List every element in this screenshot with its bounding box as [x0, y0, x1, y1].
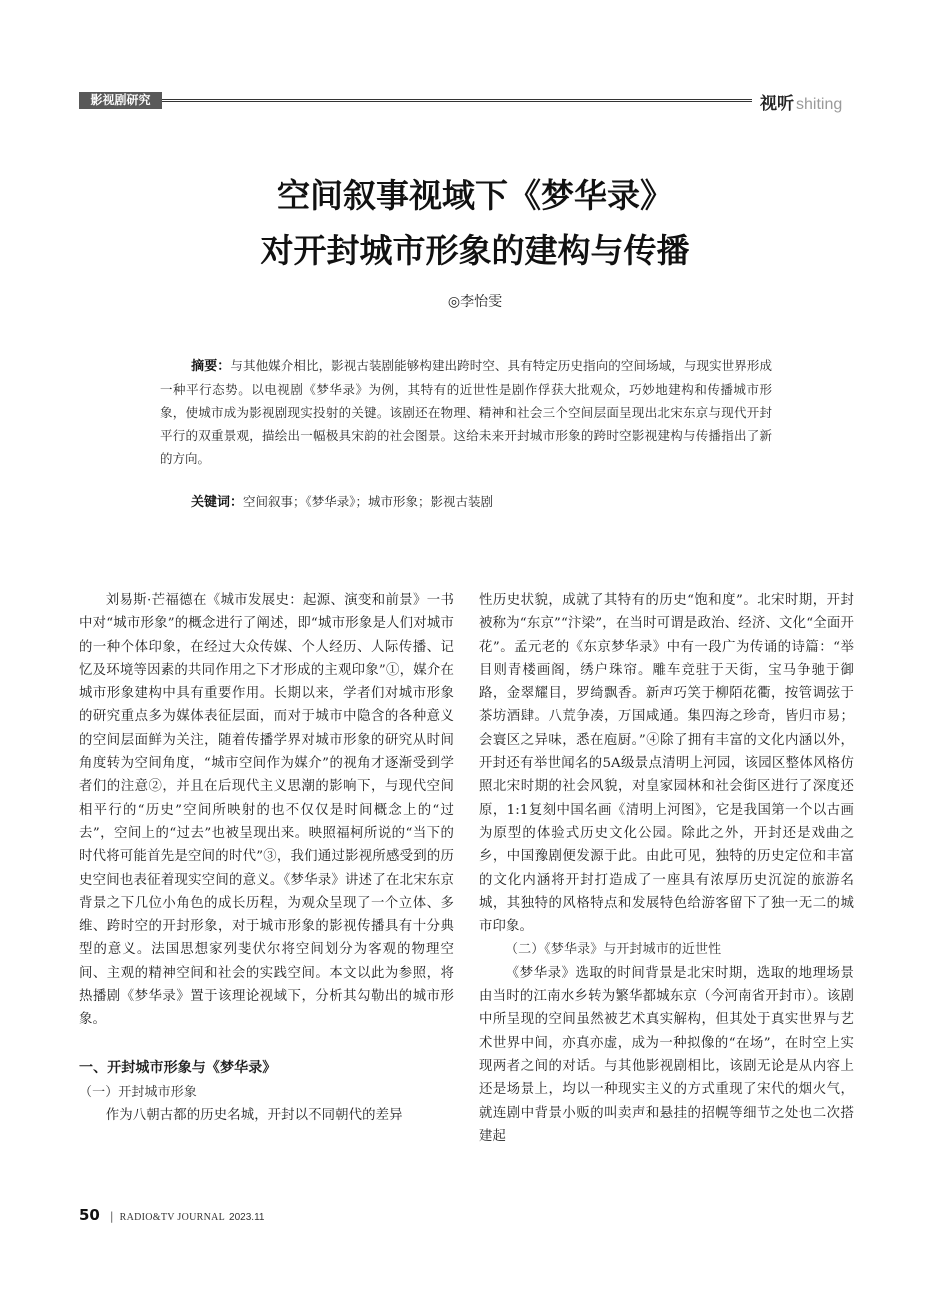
issue: 2023.11	[229, 1212, 265, 1223]
journal-name: RADIO&TV JOURNAL	[119, 1212, 226, 1223]
body-column-left	[79, 589, 454, 1127]
author: ◎李怡雯	[447, 294, 503, 310]
abstract-text: 与其他媒介相比，影视古装剧能够构建出跨时空、具有特定历史指向的空间场域，与现实世界形成一种平行态势。以电视剧《梦华录》为例，其特有的近世性是剧作俘获大批观众，巧妙地建构和传播城市形象，使城市成为影视剧现实投射的关键。该剧还在物理、精神和社会三个空间层面呈现出北宋东京与现代开封平行的双重景观，描绘出一幅极具宋韵的社会图景。这给未来开封城市形象的跨时空影视建构与传播指出了新的方向。	[160, 358, 772, 466]
page-footer	[79, 1205, 264, 1224]
keywords	[191, 490, 771, 514]
brand-zh: 视听	[760, 94, 794, 114]
brand-en: shiting	[796, 96, 843, 113]
body-column-right	[479, 589, 854, 1148]
abstract	[160, 354, 772, 470]
header-rule	[162, 99, 752, 102]
keywords-text: 空间叙事；《梦华录》；城市形象；影视古装剧	[243, 494, 494, 509]
abstract-label: 摘要：	[191, 359, 231, 374]
subsection-heading: （二）《梦华录》与开封城市的近世性	[505, 942, 722, 958]
title-line-2: 对开封城市形象的建构与传播	[260, 231, 690, 270]
subsection-heading: （一）开封城市形象	[79, 1084, 197, 1100]
paragraph: 《梦华录》选取的时间背景是北宋时期，选取的地理场景由当时的江南水乡转为繁华都城东京（今河南省开封市）。该剧中所呈现的空间虽然被艺术真实解构，但其处于真实世界与艺术世界中间，亦真亦虚，成为一种拟像的“在场”，在时空上实现两者之间的对话。与其他影视剧相比，该剧无论是从内容上还是场景上，均以一种现实主义的方式重现了宋代的烟火气，就连剧中背景小贩的叫卖声和悬挂的招幌等细节之处也二次搭建起	[479, 965, 854, 1144]
footer-separator: |	[109, 1210, 114, 1223]
paragraph: 刘易斯·芒福德在《城市发展史：起源、演变和前景》一书中对“城市形象”的概念进行了阐述，即“城市形象是人们对城市的一种个体印象，在经过大众传媒、个人经历、人际传播、记忆及环境等因素的共同作用之下才形成的主观印象”①，媒介在城市形象建构中具有重要作用。长期以来，学者们对城市形象的研究重点多为媒体表征层面，而对于城市中隐含的各种意义的空间层面鲜为关注，随着传播学界对城市形象的研究从时间角度转为空间角度，“城市空间作为媒介”的视角才逐渐受到学者们的注意②，并且在后现代主义思潮的影响下，与现代空间相平行的“历史”空间所映射的也不仅仅是时间概念上的“过去”，空间上的“过去”也被呈现出来。映照福柯所说的“当下的时代将可能首先是空间的时代”③，我们通过影视所感受到的历史空间也表征着现实空间的意义。《梦华录》讲述了在北宋东京背景之下几位小角色的成长历程，为观众呈现了一个立体、多维、跨时空的开封形象，对于城市形象的影视传播具有十分典型的意义。法国思想家列斐伏尔将空间划分为客观的物理空间、主观的精神空间和社会的实践空间。本文以此为参照，将热播剧《梦华录》置于该理论视域下，分析其勾勒出的城市形象。	[79, 593, 454, 1028]
paragraph: 性历史状貌，成就了其特有的历史“饱和度”。北宋时期，开封被称为“东京”“汴梁”，在当时可谓是政治、经济、文化“全面开花”。孟元老的《东京梦华录》中有一段广为传诵的诗篇：“举目则青楼画阁，绣户珠帘。雕车竞驻于天街，宝马争驰于御路，金翠耀目，罗绮飘香。新声巧笑于柳陌花衢，按管调弦于茶坊酒肆。八荒争凑，万国咸通。集四海之珍奇，皆归市易；会寰区之异味，悉在庖厨。”④除了拥有丰富的文化内涵以外，开封还有举世闻名的5A级景点清明上河园，该园区整体风格仿照北宋时期的社会风貌，对皇家园林和社会街区进行了深度还原，1:1复刻中国名画《清明上河图》，它是我国第一个以古画为原型的体验式历史文化公园。除此之外，开封还是戏曲之乡，中国豫剧便发源于此。由此可见，独特的历史定位和丰富的文化内涵将开封打造成了一座具有浓厚历史沉淀的旅游名城，其独特的风格特点和发展特色给游客留下了独一无二的城市印象。	[479, 593, 854, 935]
section-heading: 一、开封城市形象与《梦华录》	[79, 1059, 277, 1076]
page-number: 50	[79, 1206, 100, 1224]
title-line-1: 空间叙事视域下《梦华录》	[277, 176, 673, 215]
paragraph: 作为八朝古都的历史名城，开封以不同朝代的差异	[105, 1107, 403, 1123]
section-tag: 影视剧研究	[79, 92, 162, 109]
keywords-label: 关键词：	[191, 495, 244, 510]
journal-brand	[760, 89, 842, 114]
article-title	[0, 168, 950, 278]
